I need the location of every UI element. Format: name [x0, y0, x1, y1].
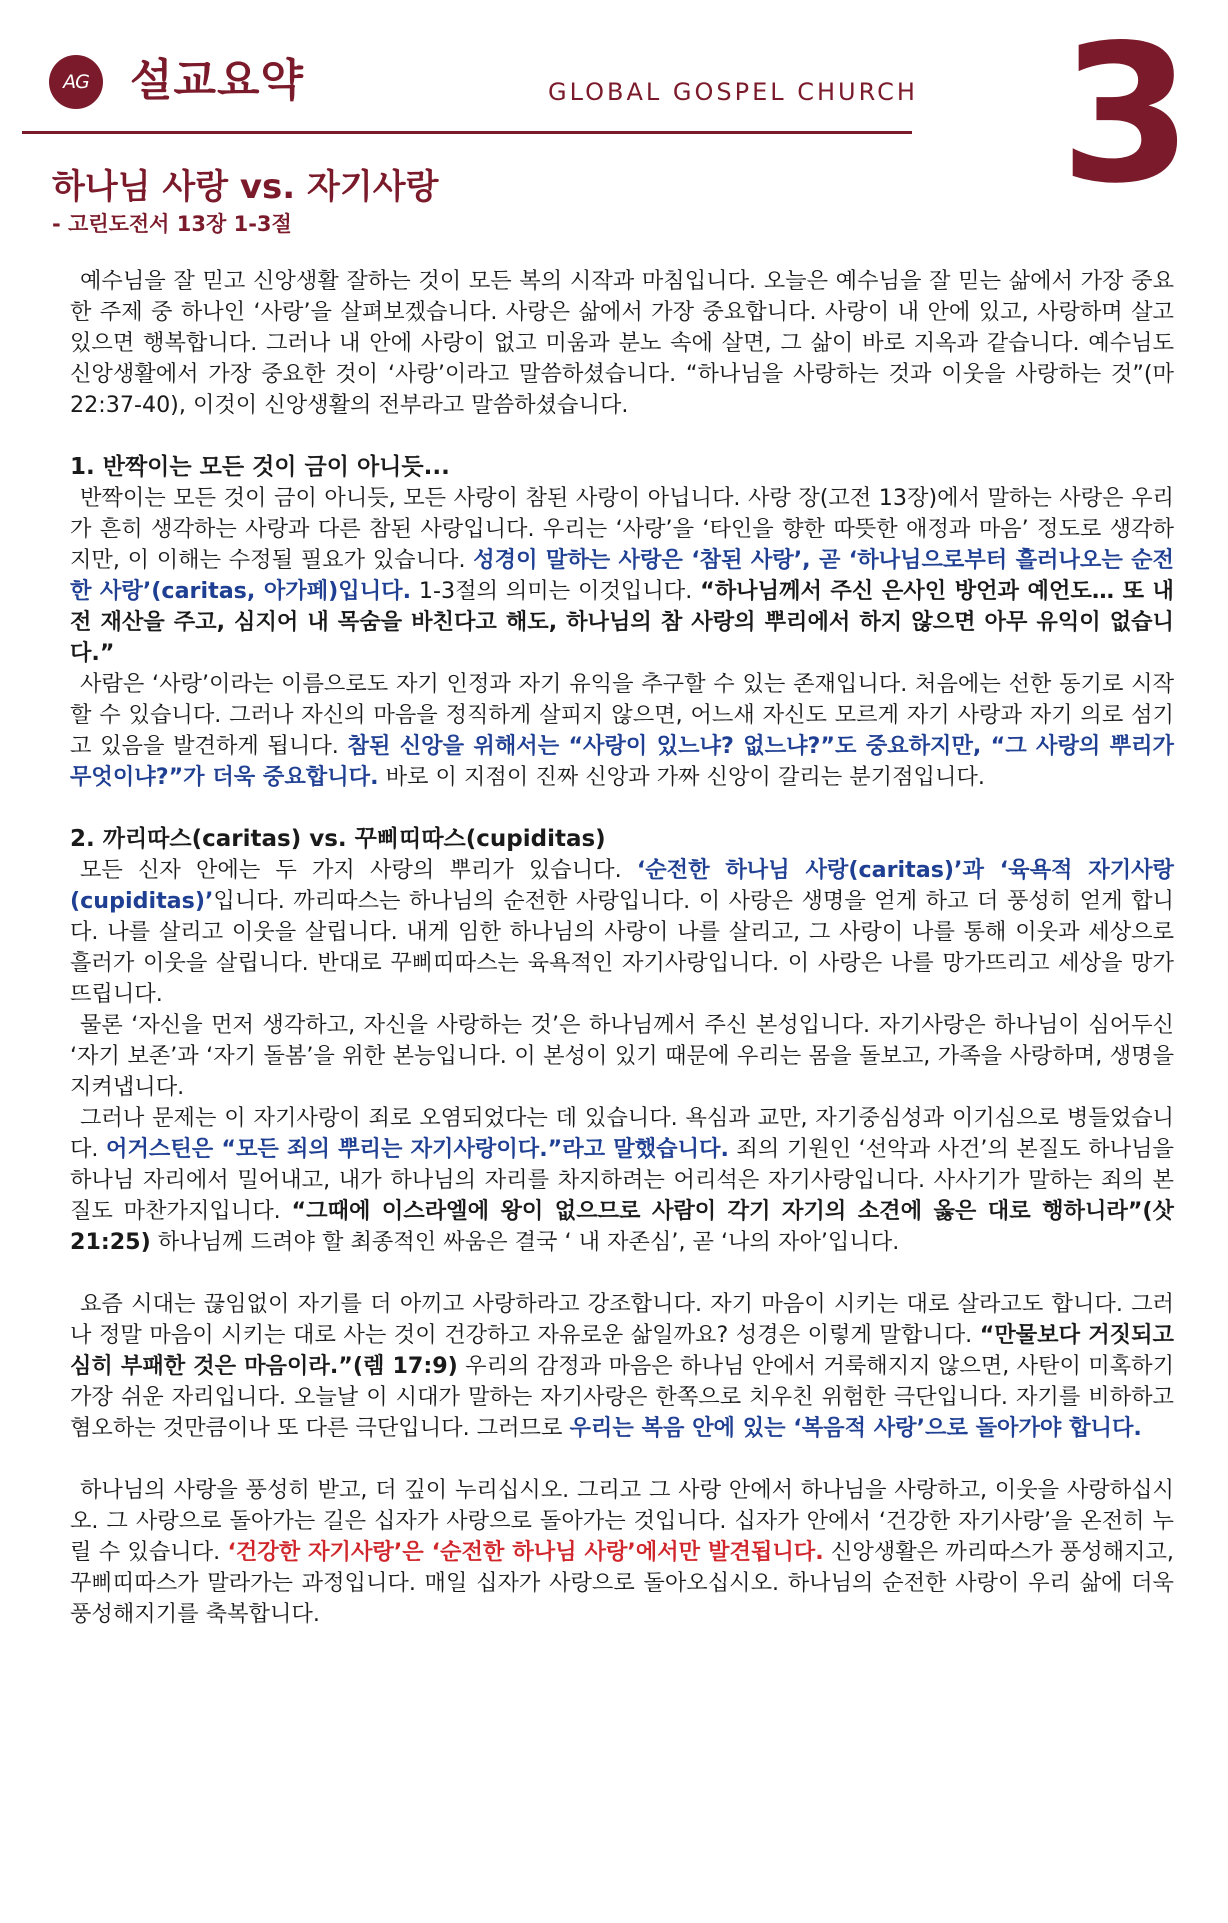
- church-logo: AG: [49, 55, 103, 109]
- sermon-title: 하나님 사랑 vs. 자기사랑: [52, 167, 439, 207]
- section-3-quote: “만물보다 거짓되고 심히 부패한 것은 마음이라.”(렘 17:9): [70, 1322, 1174, 1379]
- section-1-text: 사람은 ‘사랑’이라는 이름으로도 자기 인정과 자기 유익을 추구할 수 있는 존재입니다. 처음에는 선한 동기로 시작할 수 있습니다. 그러나 자신의 마음을 정직하게 살피지 않으면, 어느새 자신도 모르게 자기 사랑과 자기 의로 섬기고 있음을 발견하게 됩니다.: [70, 671, 1174, 759]
- section-4-emphasis: ‘건강한 자기사랑’은 ‘순전한 하나님 사랑’에서만 발견됩니다.: [227, 1539, 824, 1565]
- section-3-text: 우리의 감정과 마음은 하나님 안에서 거룩해지지 않으면, 사탄이 미혹하기 가장 쉬운 자리입니다. 오늘날 이 시대가 말하는 자기사랑은 한쪽으로 치우친 위험한 극단입니다. 자기를 비하하고 혐오하는 것만큼이나 또 다른 극단입니다. 그러므로: [70, 1353, 1175, 1441]
- intro-text: 예수님을 잘 믿고 신앙생활 잘하는 것이 모든 복의 시작과 마침입니다. 오늘은 예수님을 잘 믿는 삶에서 가장 중요한 주제 중 하나인 ‘사랑’을 살펴보겠습니다. 사랑은 삶에서 가장 중요합니다. 사랑이 내 안에 있고, 사랑하며 살고 있으면 행복합니다. 그러나 내 안에 사랑이 없고 미움과 분노 속에 살면, 그 삶이 바로 지옥과 같습니다. 예수님도 신앙생활에서 가장 중요한 것이 ‘사랑’이라고 말씀하셨습니다. “하나님을 사랑하는 것과 이웃을 사랑하는 것”(마 22:37-40), 이것이 신앙생활의 전부라고 말씀하셨습니다.: [70, 268, 1174, 418]
- section-2-text: 모든 신자 안에는 두 가지 사랑의 뿌리가 있습니다.: [80, 857, 622, 883]
- section-2-heading: 2. 까리따스(caritas) vs. 꾸삐띠따스(cupiditas): [70, 826, 606, 852]
- section-1-paragraph-2: [70, 669, 1174, 793]
- section-1-text: 반짝이는 모든 것이 금이 아니듯, 모든 사랑이 참된 사랑이 아닙니다. 사랑 장(고전 13장)에서 말하는 사랑은 우리가 흔히 생각하는 사랑과 다른 참된 사랑입니다. 우리는 ‘사랑’을 ‘타인을 향한 따뜻한 애정과 마음’ 정도로 생각하지만, 이 이해는 수정될 필요가 있습니다.: [70, 485, 1174, 573]
- section-1-text: 1-3절의 의미는 이것입니다.: [418, 578, 693, 604]
- section-4-paragraph: [70, 1475, 1174, 1630]
- section-4-text: 하나님의 사랑을 풍성히 받고, 더 깊이 누리십시오. 그리고 그 사랑 안에서 하나님을 사랑하고, 이웃을 사랑하십시오. 그 사랑으로 돌아가는 길은 십자가 사랑으로 돌아가는 것입니다. 십자가 안에서 ‘건강한 자기사랑’을 온전히 누릴 수 있습니다.: [70, 1477, 1174, 1565]
- section-3-paragraph: [70, 1289, 1174, 1444]
- section-1-emphasis: 성경이 말하는 사랑은 ‘참된 사랑’, 곧 ‘하나님으로부터 흘러나오는 순전한 사랑’(caritas, 아가페)입니다.: [70, 547, 1174, 604]
- section-2-paragraph-1: [70, 855, 1174, 1010]
- intro-paragraph: [70, 266, 1174, 421]
- section-1-heading: 1. 반짝이는 모든 것이 금이 아니듯...: [70, 454, 450, 480]
- section-1-emphasis: 참된 신앙을 위해서는 “사랑이 있느냐? 없느냐?”도 중요하지만, “그 사랑의 뿌리가 무엇이냐?”가 더욱 중요합니다.: [70, 733, 1174, 790]
- section-1-paragraph-1: [70, 483, 1174, 669]
- section-2-text: 물론 ‘자신을 먼저 생각하고, 자신을 사랑하는 것’은 하나님께서 주신 본성입니다. 자기사랑은 하나님이 심어두신 ‘자기 보존’과 ‘자기 돌봄’을 위한 본능입니다. 이 본성이 있기 때문에 우리는 몸을 돌보고, 가족을 사랑하며, 생명을 지켜냅니다.: [70, 1012, 1174, 1100]
- sermon-body: [70, 266, 1174, 1630]
- section-2-emphasis: ‘순전한 하나님 사랑(caritas)’과 ‘육욕적 자기사랑(cupiditas)’: [70, 857, 1174, 914]
- section-2-text: 그러나 문제는 이 자기사랑이 죄로 오염되었다는 데 있습니다. 욕심과 교만, 자기중심성과 이기심으로 병들었습니다.: [70, 1105, 1174, 1162]
- section-2-paragraph-2: [70, 1010, 1174, 1103]
- section-1-text: 바로 이 지점이 진짜 신앙과 가짜 신앙이 갈리는 분기점입니다.: [385, 764, 985, 790]
- section-2-quote: “그때에 이스라엘에 왕이 없으므로 사람이 각기 자기의 소견에 옳은 대로 행하니라”(삿 21:25): [70, 1198, 1174, 1255]
- header-title: 설교요약: [130, 55, 305, 106]
- section-1-quote: “하나님께서 주신 은사인 방언과 예언도… 또 내 전 재산을 주고, 심지어 내 목숨을 바친다고 해도, 하나님의 참 사랑의 뿌리에서 하지 않으면 아무 유익이 없습니다.”: [70, 578, 1174, 666]
- scripture-reference: - 고린도전서 13장 1-3절: [52, 212, 292, 236]
- section-2-text: 죄의 기원인 ‘선악과 사건’의 본질도 하나님을 하나님 자리에서 밀어내고, 내가 하나님의 자리를 차지하려는 어리석은 자기사랑입니다. 사사기가 말하는 죄의 본질도 마찬가지입니다.: [70, 1136, 1174, 1224]
- issue-number: 3: [1060, 4, 1193, 225]
- section-3-text: 요즘 시대는 끊임없이 자기를 더 아끼고 사랑하라고 강조합니다. 자기 마음이 시키는 대로 살라고도 합니다. 그러나 정말 마음이 시키는 대로 사는 것이 건강하고 자유로운 삶일까요? 성경은 이렇게 말합니다.: [70, 1291, 1174, 1348]
- header-divider: [22, 131, 912, 134]
- church-name: GLOBAL GOSPEL CHURCH: [548, 78, 918, 106]
- section-2-text: 하나님께 드려야 할 최종적인 싸움은 결국 ‘ 내 자존심’, 곧 ‘나의 자아’입니다.: [157, 1229, 900, 1255]
- section-2-text: 입니다. 까리따스는 하나님의 순전한 사랑입니다. 이 사랑은 생명을 얻게 하고 더 풍성히 얻게 합니다. 나를 살리고 이웃을 살립니다. 내게 임한 하나님의 사랑이 나를 살리고, 그 사랑이 나를 통해 이웃과 세상으로 흘러가 이웃을 살립니다. 반대로 꾸삐띠따스는 육욕적인 자기사랑입니다. 이 사랑은 나를 망가뜨리고 세상을 망가뜨립니다.: [70, 888, 1174, 1007]
- section-2-paragraph-3: [70, 1103, 1174, 1258]
- section-3-emphasis: 우리는 복음 안에 있는 ‘복음적 사랑’으로 돌아가야 합니다.: [569, 1415, 1142, 1441]
- section-4-text: 신앙생활은 까리따스가 풍성해지고, 꾸삐띠따스가 말라가는 과정입니다. 매일 십자가 사랑으로 돌아오십시오. 하나님의 순전한 사랑이 우리 삶에 더욱 풍성해지기를 축복합니다.: [70, 1539, 1174, 1627]
- section-2-emphasis: 어거스틴은 “모든 죄의 뿌리는 자기사랑이다.”라고 말했습니다.: [106, 1136, 729, 1162]
